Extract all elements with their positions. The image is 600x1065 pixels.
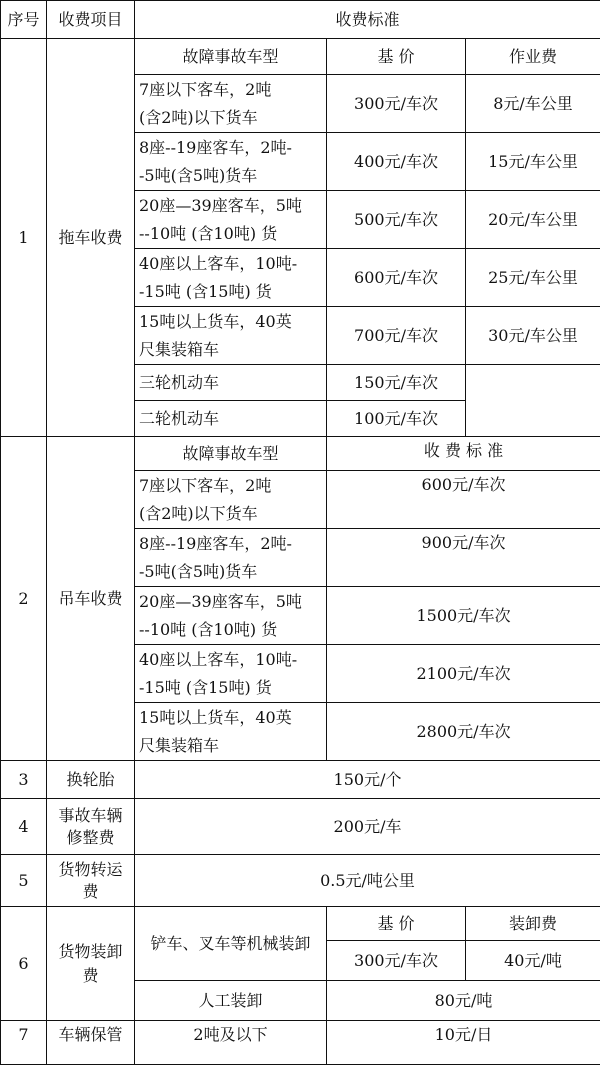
vehicle-type-cell [135, 587, 327, 645]
loading-name-line1: 货物装卸 [51, 940, 130, 964]
base-price: 100元/车次 [327, 401, 466, 437]
transfer-row [1, 855, 600, 907]
operation-fee: 8元/车公里 [466, 75, 600, 133]
vehicle-type-cell: 二轮机动车 [135, 401, 327, 437]
vehicle-type-line2: --10吨 (含10吨) 货 [139, 220, 322, 248]
tire-index: 3 [1, 761, 47, 799]
transfer-name-line1: 货物转运 [51, 859, 130, 881]
base-price: 600元/车次 [327, 249, 466, 307]
loading-name-line2: 费 [51, 964, 130, 988]
transfer-index: 5 [1, 855, 47, 907]
header-item: 收费项目 [47, 1, 135, 39]
repair-price: 200元/车 [135, 799, 600, 855]
loading-index: 6 [1, 907, 47, 1021]
repair-name [47, 799, 135, 855]
vehicle-type-line2: -5吨(含5吨)货车 [139, 162, 322, 190]
crane-index: 2 [1, 437, 47, 761]
repair-name-line1: 事故车辆 [51, 805, 130, 827]
tow-subheader-row [1, 39, 600, 75]
machine-base-price: 300元/车次 [327, 941, 466, 981]
transfer-name [47, 855, 135, 907]
storage-label: 2吨及以下 [135, 1021, 327, 1065]
crane-name: 吊车收费 [47, 437, 135, 761]
vehicle-type-line2: -5吨(含5吨)货车 [139, 558, 322, 586]
operation-fee-empty [466, 365, 600, 437]
table-header-row [1, 1, 600, 39]
vehicle-type-cell [135, 471, 327, 529]
operation-fee: 25元/车公里 [466, 249, 600, 307]
vehicle-type-line2: (含2吨)以下货车 [139, 500, 322, 528]
tow-index: 1 [1, 39, 47, 437]
base-price: 400元/车次 [327, 133, 466, 191]
vehicle-type-line1: 7座以下客车，2吨 [139, 76, 322, 104]
machine-loading-fee: 40元/吨 [466, 941, 600, 981]
base-price: 150元/车次 [327, 365, 466, 401]
vehicle-type-line2: -15吨 (含15吨) 货 [139, 674, 322, 702]
operation-fee: 20元/车公里 [466, 191, 600, 249]
vehicle-type-line1: 15吨以上货车，40英 [139, 704, 322, 732]
tow-col-vehicle: 故障事故车型 [135, 39, 327, 75]
vehicle-type-cell [135, 529, 327, 587]
base-price: 700元/车次 [327, 307, 466, 365]
storage-index: 7 [1, 1021, 47, 1065]
repair-row [1, 799, 600, 855]
transfer-name-line2: 费 [51, 881, 130, 903]
tow-col-base: 基 价 [327, 39, 466, 75]
vehicle-type-line1: 15吨以上货车，40英 [139, 308, 322, 336]
tire-row [1, 761, 600, 799]
tire-name: 换轮胎 [47, 761, 135, 799]
crane-col-standard: 收 费 标 准 [327, 437, 600, 471]
vehicle-type-cell [135, 133, 327, 191]
crane-price: 600元/车次 [327, 471, 600, 529]
vehicle-type-line1: 40座以上客车，10吨- [139, 646, 322, 674]
vehicle-type-line1: 8座--19座客车，2吨- [139, 134, 322, 162]
vehicle-type-cell [135, 703, 327, 761]
header-index: 序号 [1, 1, 47, 39]
tow-name: 拖车收费 [47, 39, 135, 437]
vehicle-type-line2: 尺集装箱车 [139, 336, 322, 364]
manual-loading-price: 80元/吨 [327, 981, 600, 1021]
vehicle-type-line2: --10吨 (含10吨) 货 [139, 616, 322, 644]
vehicle-type-cell [135, 645, 327, 703]
crane-price: 2800元/车次 [327, 703, 600, 761]
operation-fee: 15元/车公里 [466, 133, 600, 191]
repair-name-line2: 修整费 [51, 827, 130, 849]
vehicle-type-line2: -15吨 (含15吨) 货 [139, 278, 322, 306]
tire-price: 150元/个 [135, 761, 600, 799]
operation-fee: 30元/车公里 [466, 307, 600, 365]
base-price: 500元/车次 [327, 191, 466, 249]
loading-col-fee: 装卸费 [466, 907, 600, 941]
vehicle-type-line2: 尺集装箱车 [139, 732, 322, 760]
machine-loading-label: 铲车、叉车等机械装卸 [135, 907, 327, 981]
tow-col-op: 作业费 [466, 39, 600, 75]
vehicle-type-line1: 8座--19座客车，2吨- [139, 530, 322, 558]
storage-price: 10元/日 [327, 1021, 600, 1065]
vehicle-type-cell [135, 191, 327, 249]
crane-price: 900元/车次 [327, 529, 600, 587]
manual-loading-label: 人工装卸 [135, 981, 327, 1021]
repair-index: 4 [1, 799, 47, 855]
vehicle-type-line1: 7座以下客车，2吨 [139, 472, 322, 500]
storage-row [1, 1021, 600, 1065]
crane-price: 2100元/车次 [327, 645, 600, 703]
vehicle-type-line1: 20座—39座客车，5吨 [139, 192, 322, 220]
loading-col-base: 基 价 [327, 907, 466, 941]
vehicle-type-line1: 20座—39座客车，5吨 [139, 588, 322, 616]
storage-name: 车辆保管 [47, 1021, 135, 1065]
crane-price: 1500元/车次 [327, 587, 600, 645]
base-price: 300元/车次 [327, 75, 466, 133]
vehicle-type-cell [135, 307, 327, 365]
vehicle-type-cell [135, 75, 327, 133]
loading-row [1, 907, 600, 941]
header-standard: 收费标准 [135, 1, 600, 39]
vehicle-type-line2: (含2吨)以下货车 [139, 104, 322, 132]
crane-col-vehicle: 故障事故车型 [135, 437, 327, 471]
vehicle-type-line1: 40座以上客车，10吨- [139, 250, 322, 278]
vehicle-type-cell [135, 249, 327, 307]
transfer-price: 0.5元/吨公里 [135, 855, 600, 907]
loading-name [47, 907, 135, 1021]
vehicle-type-cell: 三轮机动车 [135, 365, 327, 401]
crane-subheader-row [1, 437, 600, 471]
